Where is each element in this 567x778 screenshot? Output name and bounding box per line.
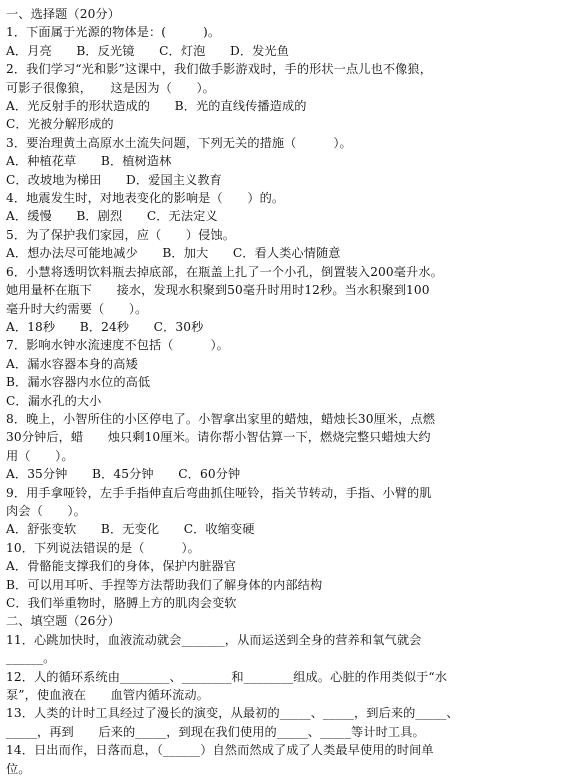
question-5: 5．为了保护我们家园，应（ ）侵蚀。: [6, 227, 236, 242]
question-7-option-a: A．漏水容器本身的高矮: [6, 356, 138, 371]
question-11: 11．心跳加快时，血液流动就会_______，从而运送到全身的营养和氧气就会: [6, 632, 422, 647]
question-2: 2．我们学习“光和影”这课中，我们做手影游戏时，手的形状一点儿也不像狼，: [6, 62, 433, 77]
question-13: 13．人类的计时工具经过了漫长的演变，从最初的_____、_____，到后来的_____、: [6, 706, 459, 721]
section-heading-choice: 一、选择题（20分）: [6, 7, 121, 21]
question-6-cont-1: 她用量杯在瓶下 接水，发现水积聚到50毫升时用时12秒。当水积聚到100: [6, 283, 430, 298]
question-14-cont: 位。: [6, 761, 31, 776]
question-6-options: A．18秒 B．24秒 C．30秒: [6, 319, 204, 334]
question-6: 6．小慧将透明饮料瓶去掉底部，在瓶盖上扎了一个小孔，倒置装入200毫升水。: [6, 264, 443, 279]
question-4-options: A．缓慢 B．剧烈 C．无法定义: [6, 209, 218, 224]
question-13-cont: _____，再到 后来的_____，到现在我们使用的_____、_____等计时工具。: [6, 724, 425, 739]
question-9: 9．用手拿哑铃，左手手指伸直后弯曲抓住哑铃，指关节转动，手指、小臂的肌: [6, 485, 432, 500]
question-5-options: A．想办法尽可能地减少 B．加大 C．看人类心情随意: [6, 246, 341, 261]
question-11-cont: ______。: [6, 651, 56, 666]
question-7-option-c: C．漏水孔的大小: [6, 393, 102, 408]
question-8-options: A．35分钟 B．45分钟 C．60分钟: [6, 467, 241, 482]
question-2-cont: 可影子很像狼， 这是因为（ ）。: [6, 80, 215, 95]
question-12-cont: 泵”，使血液在 血管内循环流动。: [6, 688, 209, 703]
question-4: 4．地震发生时，对地表变化的影响是（ ）的。: [6, 191, 285, 206]
question-8-cont-1: 30分钟后，蜡 烛只剩10厘米。请你帮小智估算一下，燃烧完整只蜡烛大约: [6, 430, 431, 445]
question-6-cont-2: 毫升时大约需要（ ）。: [6, 301, 148, 316]
section-heading-fill: 二、填空题（26分）: [6, 614, 121, 629]
question-10: 10．下列说法错误的是（ ）。: [6, 540, 200, 555]
question-1: 1．下面属于光源的物体是：( )。: [6, 25, 221, 40]
question-12: 12．人的循环系统由________、________和________组成。心脏的作用类似于“水: [6, 669, 448, 684]
question-1-options: A．月亮 B．反光镜 C．灯泡 D．发光鱼: [6, 43, 290, 58]
question-2-option-c: C．光被分解形成的: [6, 117, 114, 132]
question-3-options-cd: C．改坡地为梯田 D．爱国主义教育: [6, 172, 222, 187]
question-8: 8．晚上，小智所住的小区停电了。小智拿出家里的蜡烛，蜡烛长30厘米，点燃: [6, 411, 436, 426]
question-2-options-ab: A．光反射手的形状造成的 B．光的直线传播造成的: [6, 99, 307, 114]
question-9-cont: 肉会（ ）。: [6, 503, 86, 518]
question-8-cont-2: 用（ ）。: [6, 448, 74, 463]
question-10-option-c: C．我们举重物时，胳膊上方的肌肉会变软: [6, 596, 237, 610]
question-9-options: A．舒张变软 B．无变化 C．收缩变硬: [6, 522, 255, 537]
question-3: 3．要治理黄土高原水土流失问题，下列无关的措施（ ）。: [6, 135, 352, 150]
question-10-option-b: B．可以用耳听、手捏等方法帮助我们了解身体的内部结构: [6, 577, 323, 592]
question-14: 14．日出而作，日落而息，（______）自然而然成了成了人类最早使用的时间单: [6, 743, 434, 758]
question-7-option-b: B．漏水容器内水位的高低: [6, 375, 151, 390]
question-7: 7．影响水钟水流速度不包括（ ）。: [6, 338, 229, 353]
question-3-options-ab: A．种植花草 B．植树造林: [6, 154, 172, 169]
question-10-option-a: A．骨骼能支撑我们的身体，保护内脏器官: [6, 559, 237, 574]
